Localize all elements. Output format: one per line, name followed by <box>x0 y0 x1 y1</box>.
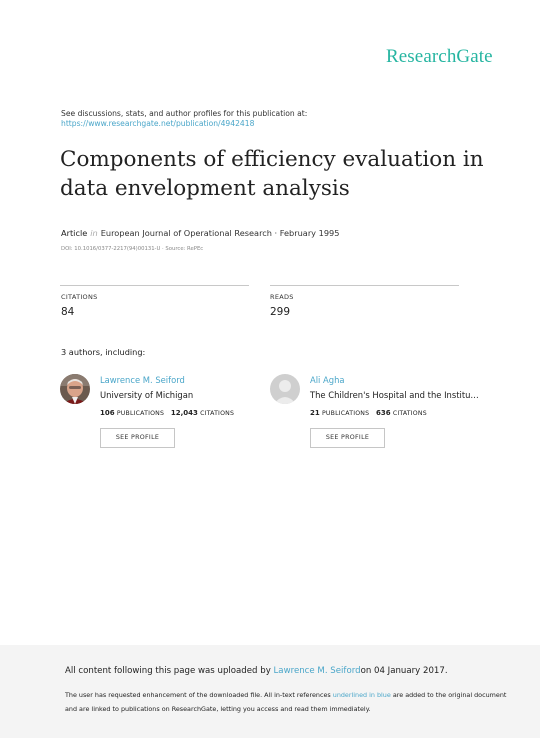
person-photo-icon[interactable] <box>60 374 90 404</box>
upload-notice <box>65 666 448 676</box>
author-2-publications-count: 21 <box>310 409 320 417</box>
upload-suffix: on 04 January 2017. <box>360 666 448 676</box>
uploader-link[interactable]: Lawrence M. Seiford <box>273 666 361 676</box>
default-avatar-icon[interactable] <box>270 374 300 404</box>
publication-meta <box>61 228 339 238</box>
doi-source: DOI: 10.1016/0377-2217(94)00131-U · Source: RePEc <box>61 246 204 252</box>
author-2-publications-label: PUBLICATIONS <box>321 410 370 417</box>
author-2-name-link[interactable]: Ali Agha <box>310 375 345 385</box>
author-2-see-profile-button[interactable]: SEE PROFILE <box>310 428 385 448</box>
reads-divider <box>270 285 459 286</box>
enhancement-notice-line-2: and are linked to publications on ResearchGate, letting you access and read them immediately. <box>65 705 371 713</box>
author-1-publications-label: PUBLICATIONS <box>116 410 165 417</box>
in-label: in <box>90 228 98 238</box>
title-line-2: data envelopment analysis <box>60 176 350 201</box>
author-1-institution: University of Michigan <box>100 390 194 400</box>
discussion-text: See discussions, stats, and author profiles for this publication at: <box>61 109 308 118</box>
author-1-publications-count: 106 <box>100 409 115 417</box>
author-2-citations-count: 636 <box>375 409 391 417</box>
authors-heading: 3 authors, including: <box>61 347 146 357</box>
citations-value: 84 <box>61 306 75 318</box>
author-2-stats <box>310 409 427 417</box>
citations-label: CITATIONS <box>61 293 98 301</box>
publication-title <box>60 145 490 203</box>
citations-divider <box>60 285 249 286</box>
notice-link[interactable]: underlined in blue <box>332 691 391 699</box>
author-2-institution: The Children's Hospital and the Institu… <box>310 390 479 400</box>
author-1-name-link[interactable]: Lawrence M. Seiford <box>100 375 185 385</box>
notice-suffix: are added to the original document <box>392 691 507 699</box>
publication-type: Article <box>61 228 88 238</box>
title-line-1: Components of efficiency evaluation in <box>60 147 484 172</box>
author-1-citations-label: CITATIONS <box>200 410 235 417</box>
researchgate-logo: ResearchGate <box>386 46 493 67</box>
reads-label: READS <box>270 293 294 301</box>
notice-prefix: The user has requested enhancement of the downloaded file. All in-text references <box>65 691 331 699</box>
author-1-see-profile-button[interactable]: SEE PROFILE <box>100 428 175 448</box>
author-1-citations-count: 12,043 <box>170 409 198 417</box>
author-1-stats <box>100 409 234 417</box>
reads-value: 299 <box>270 306 291 318</box>
enhancement-notice <box>65 691 506 699</box>
journal-date: European Journal of Operational Research · February 1995 <box>100 228 340 238</box>
author-2-citations-label: CITATIONS <box>392 410 427 417</box>
publication-url-link[interactable]: https://www.researchgate.net/publication/4942418 <box>61 119 255 128</box>
upload-prefix: All content following this page was uploaded by <box>65 666 271 676</box>
